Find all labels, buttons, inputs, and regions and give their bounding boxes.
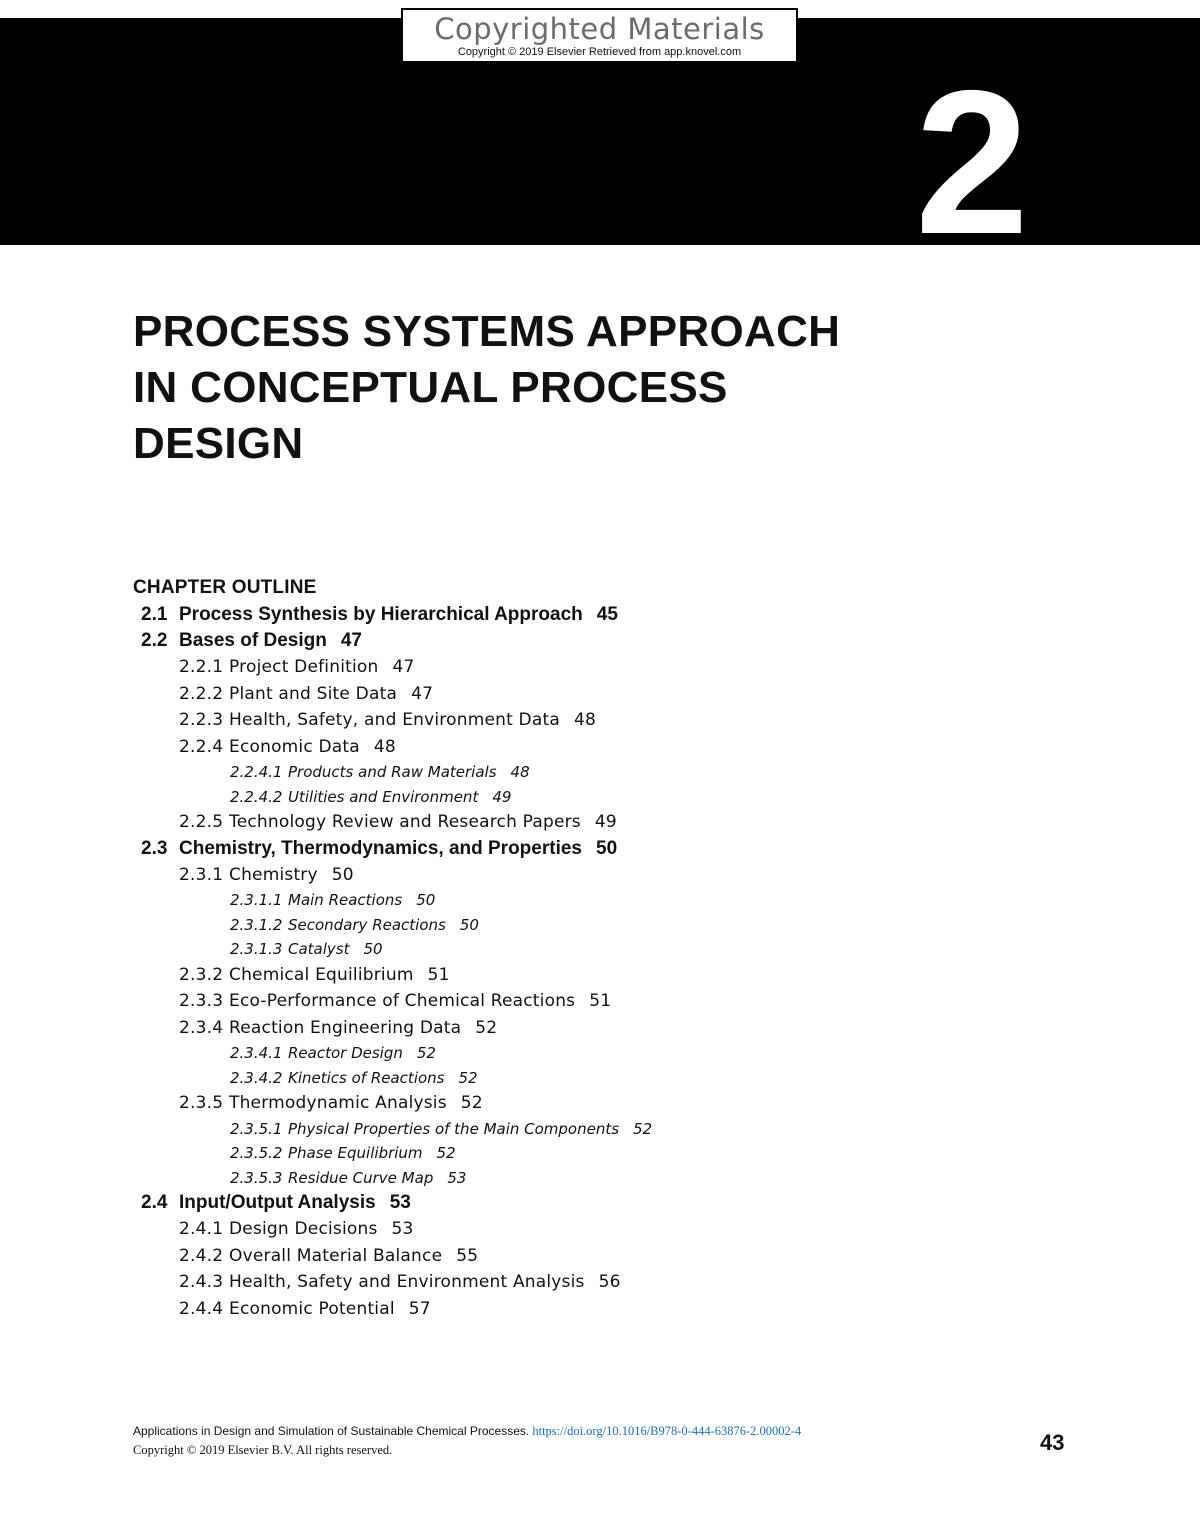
toc-entry-title: Chemistry: [229, 864, 318, 885]
toc-entry-2-2-4[interactable]: [133, 734, 1033, 761]
toc-entry-title: Utilities and Environment: [288, 787, 479, 806]
toc-entry-page: 52: [416, 1044, 436, 1062]
toc-entry-page: 56: [598, 1272, 621, 1292]
toc-entry-title: Economic Potential: [229, 1298, 395, 1319]
toc-entry-number: 2.2: [141, 630, 168, 651]
toc-entry-2-2-4-2[interactable]: [133, 785, 1033, 810]
toc-entry-title: Overall Material Balance: [229, 1245, 443, 1266]
toc-entry-2-3-1-1[interactable]: [133, 888, 1033, 913]
copyright-notice: Copyright © 2019 Elsevier B.V. All rights reserved.: [133, 1443, 393, 1457]
toc-entry-number: 2.4.2: [179, 1245, 224, 1266]
chapter-number: 2: [915, 48, 1030, 277]
toc-entry-number: 2.2.2: [179, 683, 224, 704]
toc-entry-2-2-3[interactable]: [133, 707, 1033, 734]
toc-entry-2-3-4-1[interactable]: [133, 1041, 1033, 1066]
toc-entry-title: Health, Safety and Environment Analysis: [229, 1272, 585, 1292]
page-footer: [133, 1422, 801, 1460]
toc-entry-number: 2.4.1: [179, 1219, 224, 1239]
watermark-subtitle: Copyright © 2019 Elsevier Retrieved from app.knovel.com: [457, 46, 742, 58]
chapter-title: [133, 304, 893, 472]
toc-entry-title: Kinetics of Reactions: [288, 1068, 445, 1087]
toc-entry-page: 48: [510, 763, 530, 781]
toc-entry-2-3-4[interactable]: [133, 1015, 1033, 1042]
toc-entry-title: Reaction Engineering Data: [229, 1017, 462, 1038]
toc-entry-number: 2.4.4: [179, 1298, 224, 1319]
toc-entry-2-3-5[interactable]: [133, 1090, 1033, 1117]
toc-entry-2-4-1[interactable]: [133, 1216, 1033, 1243]
toc-entry-title: Project Definition: [229, 657, 379, 677]
toc-entry-page: 50: [363, 940, 383, 958]
toc-entry-2-4[interactable]: [133, 1190, 1033, 1216]
toc-entry-page: 52: [458, 1068, 478, 1087]
page-number: 43: [1040, 1430, 1065, 1455]
toc-entry-number: 2.3.3: [179, 991, 224, 1011]
toc-entry-2-4-4[interactable]: [133, 1296, 1033, 1323]
toc-entry-number: 2.2.4.2: [230, 787, 283, 806]
footer-citation: [133, 1422, 801, 1441]
toc-entry-title: Plant and Site Data: [229, 683, 398, 704]
toc-entry-page: 47: [392, 657, 415, 677]
toc-entry-number: 2.3.2: [179, 964, 224, 985]
toc-entry-2-3-1[interactable]: [133, 862, 1033, 889]
toc-entry-2-3-5-2[interactable]: [133, 1141, 1033, 1166]
doi-link[interactable]: https://doi.org/10.1016/B978-0-444-63876-2.00002-4: [532, 1424, 802, 1438]
toc-entry-2-3-1-2[interactable]: [133, 913, 1033, 938]
toc-entry-number: 2.3.5: [179, 1093, 224, 1113]
toc-entry-2-4-3[interactable]: [133, 1269, 1033, 1296]
chapter-title-line: IN CONCEPTUAL PROCESS: [133, 363, 728, 412]
toc-entry-number: 2.3: [141, 837, 168, 859]
toc-entry-page: 47: [340, 630, 362, 651]
toc-entry-page: 53: [447, 1168, 467, 1187]
toc-entry-2-1[interactable]: [133, 602, 1033, 628]
toc-entry-title: Chemical Equilibrium: [229, 964, 414, 985]
toc-entry-page: 52: [436, 1144, 456, 1162]
toc-entry-title: Products and Raw Materials: [288, 763, 497, 781]
toc-entry-title: Economic Data: [229, 736, 360, 757]
toc-entry-page: 48: [573, 710, 596, 730]
toc-entry-title: Phase Equilibrium: [288, 1144, 423, 1162]
toc-entry-title: Design Decisions: [229, 1219, 378, 1239]
book-title: Applications in Design and Simulation of Sustainable Chemical Processes.: [133, 1424, 530, 1438]
toc-entry-number: 2.3.5.3: [230, 1168, 283, 1187]
toc-entry-number: 2.3.1: [179, 864, 224, 885]
toc-entry-2-3-4-2[interactable]: [133, 1066, 1033, 1091]
toc-entry-number: 2.2.5: [179, 812, 224, 832]
toc-entry-2-4-2[interactable]: [133, 1243, 1033, 1270]
toc-entry-2-2-1[interactable]: [133, 654, 1033, 681]
toc-entry-number: 2.1: [141, 604, 168, 625]
toc-entry-title: Bases of Design: [179, 630, 327, 651]
toc-entry-title: Physical Properties of the Main Components: [288, 1119, 620, 1138]
toc-list: [133, 602, 1033, 1322]
toc-entry-number: 2.2.4: [179, 736, 224, 757]
toc-entry-page: 57: [408, 1298, 431, 1319]
toc-entry-number: 2.3.4.2: [230, 1068, 283, 1087]
copyright-watermark: [401, 8, 798, 63]
toc-entry-number: 2.3.1.2: [230, 915, 283, 934]
outline-heading: CHAPTER OUTLINE: [133, 577, 317, 598]
toc-entry-page: 51: [427, 964, 450, 985]
toc-entry-page: 52: [633, 1119, 653, 1138]
toc-entry-number: 2.3.5.2: [230, 1144, 283, 1162]
toc-entry-2-3-3[interactable]: [133, 988, 1033, 1015]
chapter-outline: [133, 574, 1033, 1322]
toc-entry-2-3-5-3[interactable]: [133, 1166, 1033, 1191]
toc-entry-title: Health, Safety, and Environment Data: [229, 710, 560, 730]
toc-entry-title: Chemistry, Thermodynamics, and Properties: [179, 837, 582, 859]
toc-entry-number: 2.2.4.1: [230, 763, 283, 781]
toc-entry-number: 2.3.4.1: [230, 1044, 283, 1062]
toc-entry-title: Catalyst: [288, 940, 350, 958]
toc-entry-title: Eco-Performance of Chemical Reactions: [229, 991, 576, 1011]
toc-entry-page: 53: [391, 1219, 414, 1239]
toc-entry-page: 53: [389, 1192, 411, 1213]
toc-entry-number: 2.4.3: [179, 1272, 224, 1292]
toc-entry-number: 2.4: [141, 1192, 168, 1213]
toc-entry-title: Secondary Reactions: [288, 915, 446, 934]
toc-entry-2-2-4-1[interactable]: [133, 760, 1033, 785]
toc-entry-2-2-5[interactable]: [133, 809, 1033, 836]
toc-entry-2-3[interactable]: [133, 836, 1033, 862]
toc-entry-title: Technology Review and Research Papers: [229, 812, 581, 832]
toc-entry-page: 50: [416, 891, 436, 909]
toc-entry-number: 2.3.4: [179, 1017, 224, 1038]
toc-entry-page: 52: [475, 1017, 498, 1038]
chapter-title-line: DESIGN: [133, 419, 304, 468]
toc-entry-page: 49: [492, 787, 512, 806]
toc-entry-2-2-2[interactable]: [133, 681, 1033, 708]
toc-entry-2-3-1-3[interactable]: [133, 937, 1033, 962]
toc-entry-number: 2.2.3: [179, 710, 224, 730]
toc-entry-title: Thermodynamic Analysis: [229, 1093, 447, 1113]
chapter-title-line: PROCESS SYSTEMS APPROACH: [133, 307, 841, 356]
toc-entry-number: 2.2.1: [179, 657, 224, 677]
toc-entry-page: 47: [411, 683, 434, 704]
toc-entry-page: 50: [596, 837, 618, 859]
toc-entry-page: 55: [456, 1245, 479, 1266]
toc-entry-title: Main Reactions: [288, 891, 403, 909]
toc-entry-2-3-5-1[interactable]: [133, 1117, 1033, 1142]
toc-entry-page: 51: [589, 991, 612, 1011]
toc-entry-2-2[interactable]: [133, 628, 1033, 654]
watermark-title: Copyrighted Materials: [434, 12, 765, 46]
toc-entry-number: 2.3.1.1: [230, 891, 283, 909]
toc-entry-page: 48: [373, 736, 396, 757]
toc-entry-number: 2.3.5.1: [230, 1119, 283, 1138]
toc-entry-number: 2.3.1.3: [230, 940, 283, 958]
toc-entry-title: Process Synthesis by Hierarchical Approach: [179, 604, 583, 625]
toc-entry-title: Reactor Design: [288, 1044, 403, 1062]
toc-entry-page: 49: [594, 812, 617, 832]
toc-entry-title: Residue Curve Map: [288, 1168, 434, 1187]
toc-entry-2-3-2[interactable]: [133, 962, 1033, 989]
toc-entry-title: Input/Output Analysis: [179, 1192, 376, 1213]
toc-entry-page: 52: [460, 1093, 483, 1113]
toc-entry-page: 50: [331, 864, 354, 885]
toc-entry-page: 45: [596, 604, 618, 625]
toc-entry-page: 50: [459, 915, 479, 934]
